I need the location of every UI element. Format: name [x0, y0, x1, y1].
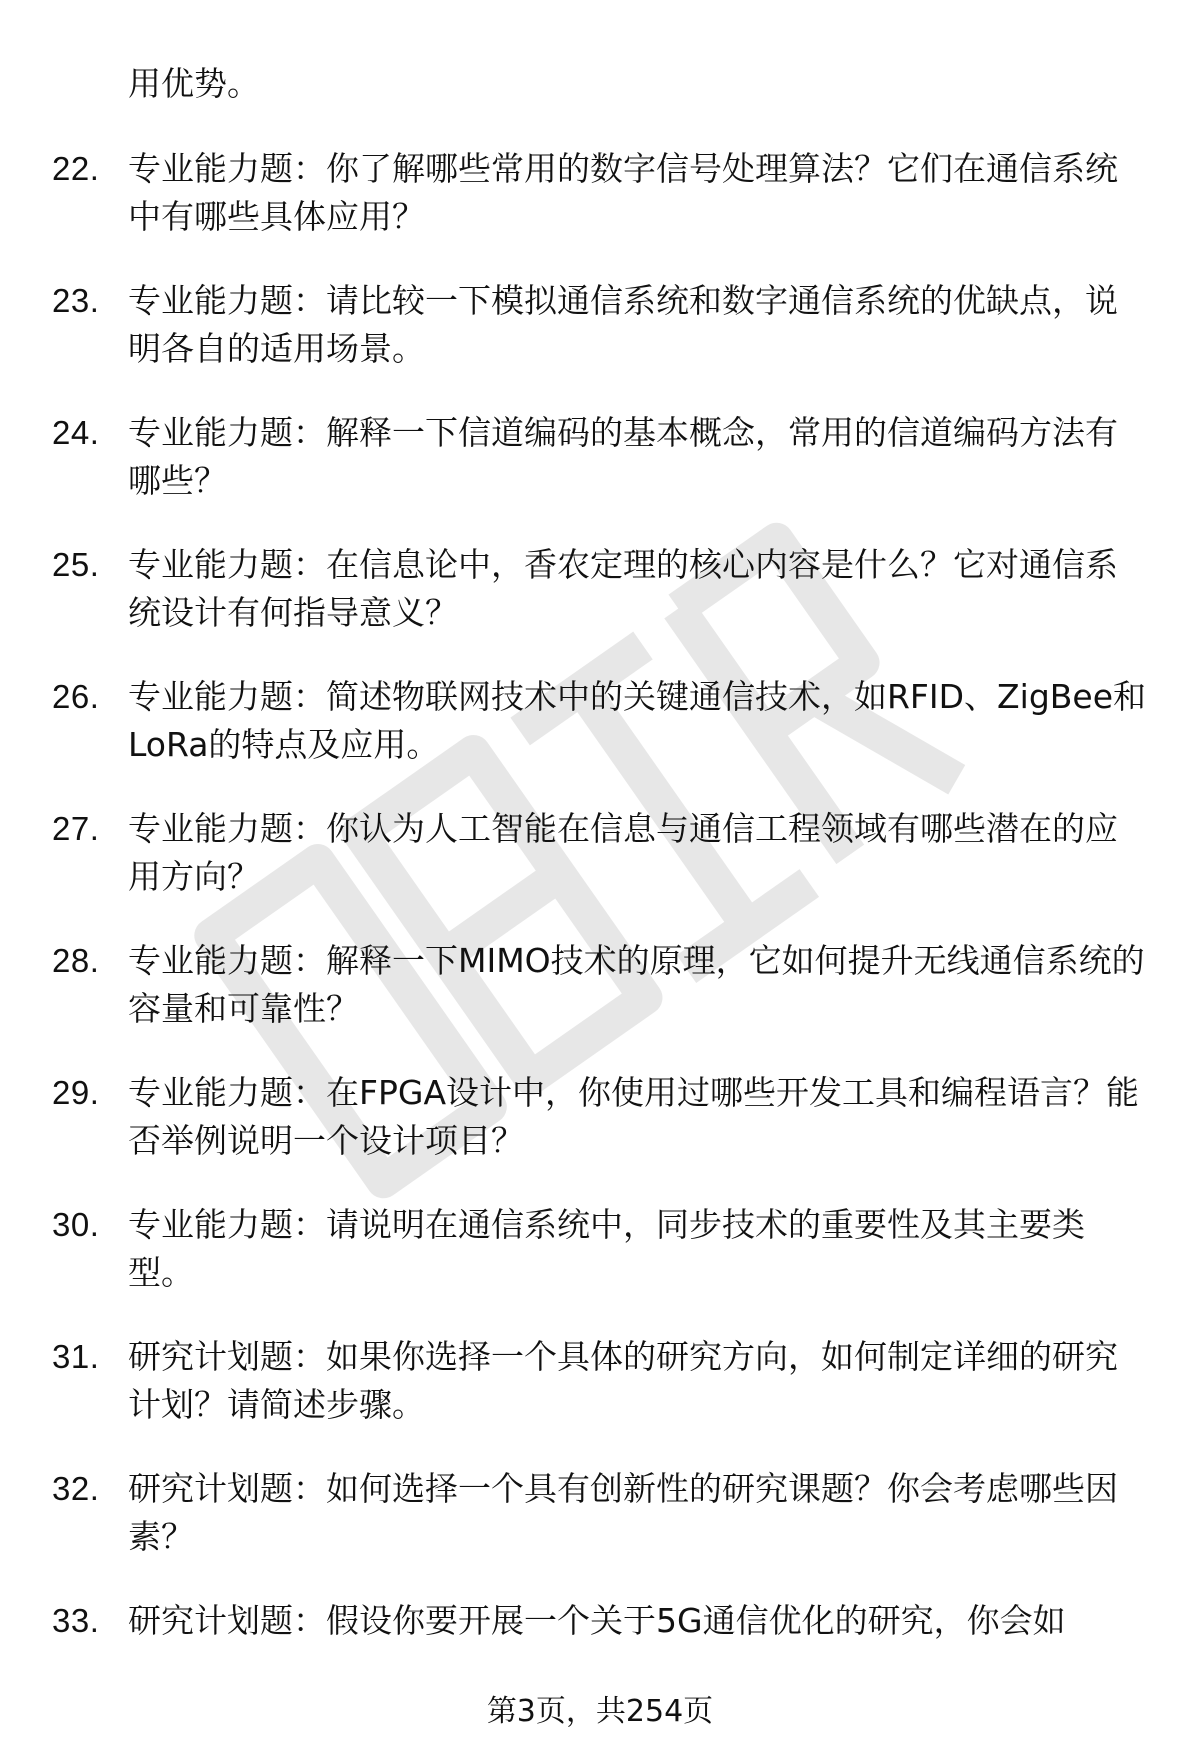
item-text: 研究计划题：如果你选择一个具体的研究方向，如何制定详细的研究计划？请简述步骤。	[128, 1337, 1118, 1424]
list-item	[0, 937, 1200, 1069]
item-number: 25.	[52, 546, 100, 583]
item-text: 专业能力题：请比较一下模拟通信系统和数字通信系统的优缺点，说明各自的适用场景。	[128, 281, 1118, 368]
item-number: 33.	[52, 1602, 100, 1639]
item-text: 研究计划题：假设你要开展一个关于5G通信优化的研究，你会如	[128, 1601, 1066, 1640]
item-number: 24.	[52, 414, 100, 451]
item-text: 专业能力题：在信息论中，香农定理的核心内容是什么？它对通信系统设计有何指导意义？	[128, 545, 1118, 632]
list-item	[0, 673, 1200, 805]
item-text: 专业能力题：在FPGA设计中，你使用过哪些开发工具和编程语言？能否举例说明一个设计项目？	[128, 1073, 1140, 1160]
list-item	[0, 277, 1200, 409]
item-number: 27.	[52, 810, 100, 847]
item-text: 专业能力题：你了解哪些常用的数字信号处理算法？它们在通信系统中有哪些具体应用？	[128, 149, 1118, 236]
list-item	[0, 1465, 1200, 1597]
item-number: 22.	[52, 150, 100, 187]
item-number: 30.	[52, 1206, 100, 1243]
item-text: 专业能力题：请说明在通信系统中，同步技术的重要性及其主要类型。	[128, 1205, 1085, 1292]
page-footer: 第3页，共254页	[486, 1694, 714, 1729]
item-number: 28.	[52, 942, 100, 979]
list-item	[0, 541, 1200, 673]
item-number: 29.	[52, 1074, 100, 1111]
continuation-text: 用优势。	[128, 64, 260, 103]
item-text: 专业能力题：你认为人工智能在信息与通信工程领域有哪些潜在的应用方向？	[128, 809, 1118, 896]
item-text: 专业能力题：简述物联网技术中的关键通信技术，如RFID、ZigBee和LoRa的特点及应用。	[128, 677, 1147, 764]
list-item	[0, 1069, 1200, 1201]
item-number: 31.	[52, 1338, 100, 1375]
item-text: 专业能力题：解释一下信道编码的基本概念，常用的信道编码方法有哪些？	[128, 413, 1118, 500]
list-item	[0, 1201, 1200, 1333]
item-number: 23.	[52, 282, 100, 319]
question-list	[0, 145, 1200, 1729]
item-number: 32.	[52, 1470, 100, 1507]
item-number: 26.	[52, 678, 100, 715]
item-text: 研究计划题：如何选择一个具有创新性的研究课题？你会考虑哪些因素？	[128, 1469, 1118, 1556]
list-item	[0, 1333, 1200, 1465]
list-item	[0, 145, 1200, 277]
list-item	[0, 805, 1200, 937]
list-item	[0, 409, 1200, 541]
item-text: 专业能力题：解释一下MIMO技术的原理，它如何提升无线通信系统的容量和可靠性？	[128, 941, 1145, 1028]
